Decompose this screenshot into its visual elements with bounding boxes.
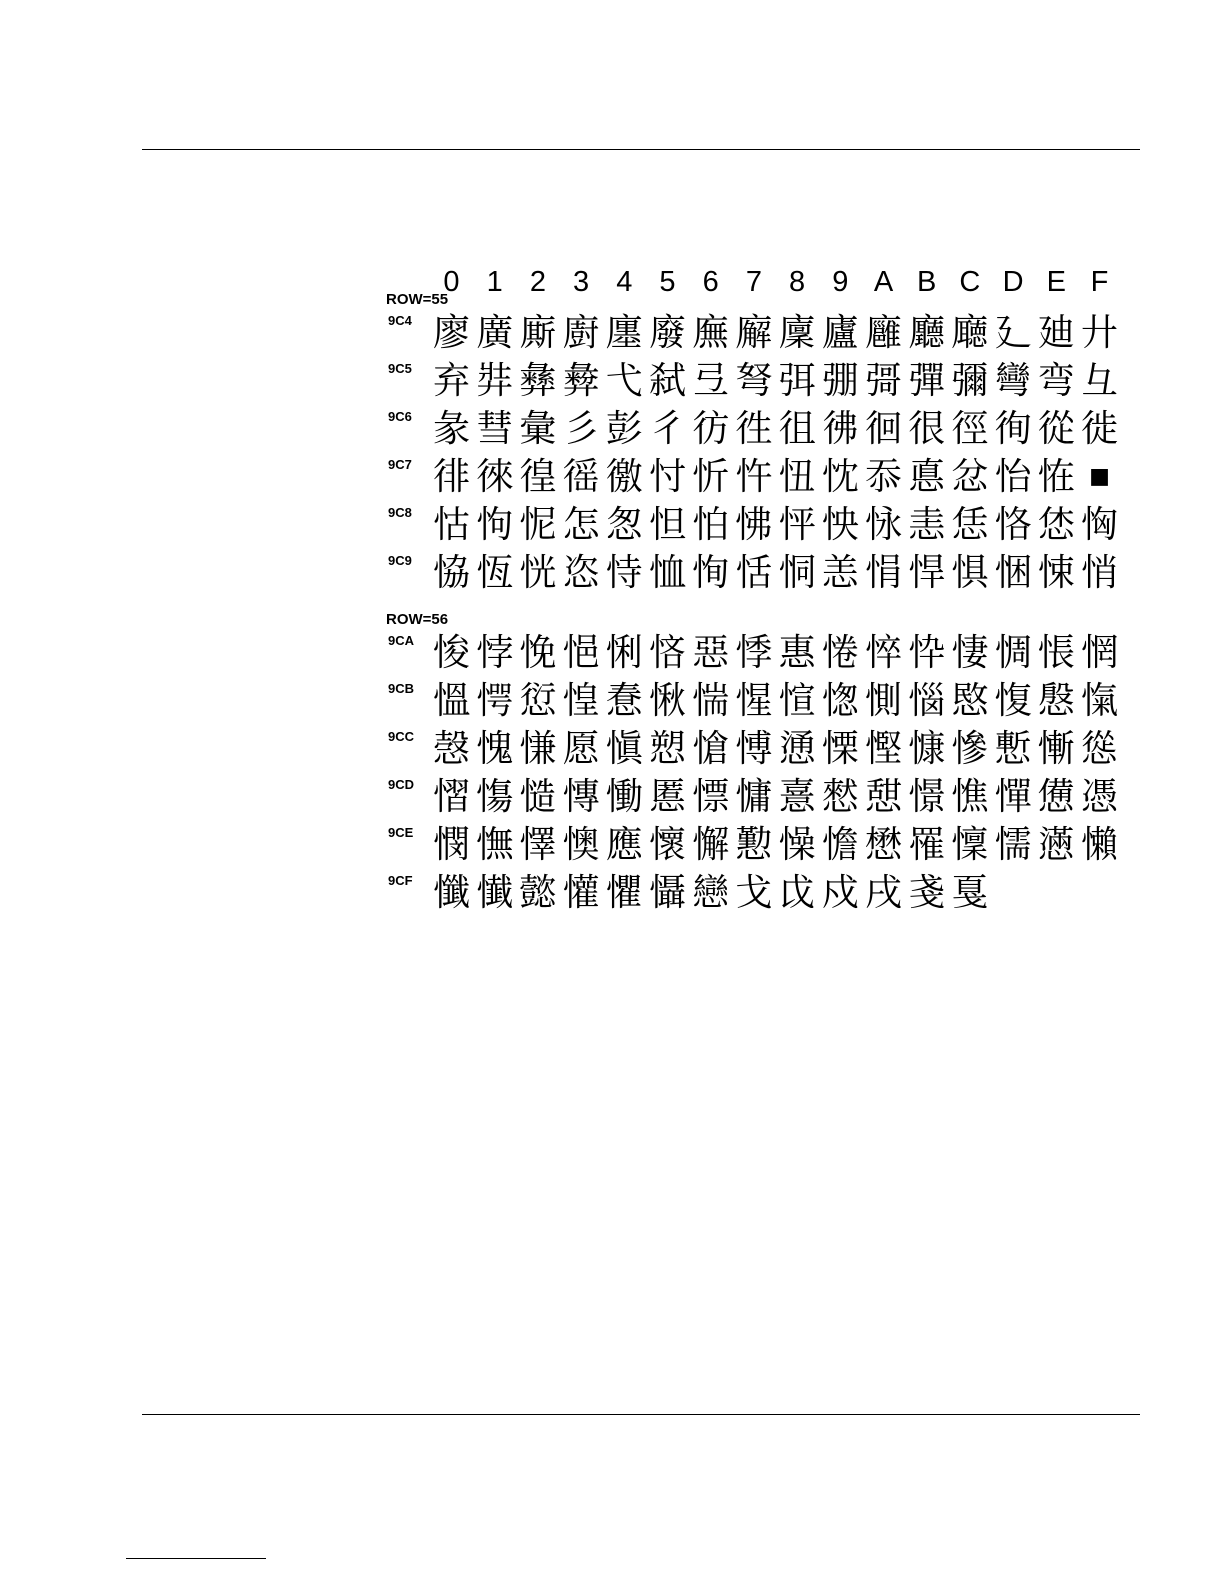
character-cell: 廩 xyxy=(778,311,816,354)
top-rule xyxy=(142,149,1140,150)
character-cell: 惴 xyxy=(692,679,730,722)
row-code: 9C7 xyxy=(388,457,412,472)
column-label-8: 8 xyxy=(789,266,806,298)
character-cell: 弯 xyxy=(1037,359,1075,402)
column-label-0: 0 xyxy=(443,266,460,298)
character-cell: 彎 xyxy=(994,359,1032,402)
column-label-6: 6 xyxy=(702,266,719,298)
character-cell: 戉 xyxy=(778,871,816,914)
character-cell: 彡 xyxy=(562,407,600,450)
table-row xyxy=(386,870,1146,918)
character-cell: 弃 xyxy=(433,359,470,402)
table-row xyxy=(386,454,1146,502)
character-cell: 慊 xyxy=(519,727,557,770)
table-row xyxy=(386,822,1146,870)
character-cell: 懦 xyxy=(994,823,1032,866)
character-cell: 弸 xyxy=(821,359,859,402)
row-code: 9C6 xyxy=(388,409,412,424)
character-cell: 彜 xyxy=(562,359,600,402)
character-cell: 恚 xyxy=(908,503,946,546)
character-cell: 弋 xyxy=(605,359,643,402)
table-row xyxy=(386,406,1146,454)
character-cell: 罹 xyxy=(908,823,946,866)
character-cell: 憫 xyxy=(433,823,470,866)
character-cell: 恁 xyxy=(951,503,989,546)
character-cell: 忰 xyxy=(908,631,946,674)
character-cell: 彙 xyxy=(519,407,557,450)
table-row xyxy=(386,358,1146,406)
character-cell: 惱 xyxy=(908,679,946,722)
character-cell: 懊 xyxy=(562,823,600,866)
row-code: 9CD xyxy=(388,777,415,792)
character-cell: 懍 xyxy=(951,823,989,866)
character-cell: 憙 xyxy=(778,775,816,818)
character-cell: 怺 xyxy=(865,503,902,546)
character-cell: 廢 xyxy=(649,311,686,354)
character-cell: 廴 xyxy=(994,311,1032,354)
column-label-b: B xyxy=(917,266,937,298)
character-cell: 悸 xyxy=(735,631,773,674)
character-cell: 愎 xyxy=(994,679,1032,722)
character-cell: 恃 xyxy=(605,551,643,594)
character-cell: 慘 xyxy=(951,727,989,770)
character-cell: 徇 xyxy=(994,407,1032,450)
row-code: 9C5 xyxy=(388,361,412,376)
character-cell: 憊 xyxy=(1037,775,1075,818)
character-cell: 忻 xyxy=(692,455,730,498)
character-cell: 懈 xyxy=(692,823,730,866)
character-cell: 惡 xyxy=(692,631,730,674)
character-cell: 懼 xyxy=(605,871,643,914)
character-cell: 恠 xyxy=(1037,455,1075,498)
character-cell: 惓 xyxy=(821,631,859,674)
character-cell: 廳 xyxy=(908,311,946,354)
character-cell: 愡 xyxy=(821,679,859,722)
character-cell: 廨 xyxy=(735,311,773,354)
character-cell: 惆 xyxy=(994,631,1032,674)
row-blocks xyxy=(386,292,1146,918)
character-cell: 慇 xyxy=(1037,679,1075,722)
row-code: 9C9 xyxy=(388,553,412,568)
character-cell: 忖 xyxy=(649,455,686,498)
column-label-d: D xyxy=(1002,266,1024,298)
character-cell: 徑 xyxy=(951,407,989,450)
table-row xyxy=(386,774,1146,822)
row-code: 9C8 xyxy=(388,505,412,520)
character-cell: 憮 xyxy=(476,823,514,866)
character-cell: 憖 xyxy=(821,775,859,818)
character-cell: 慯 xyxy=(476,775,514,818)
character-cell: 惻 xyxy=(865,679,902,722)
character-cell: 慵 xyxy=(735,775,773,818)
character-cell: 愼 xyxy=(605,727,643,770)
row-code: 9CB xyxy=(388,681,415,696)
row-code: 9C4 xyxy=(388,313,412,328)
column-label-5: 5 xyxy=(659,266,676,298)
character-cell: 懆 xyxy=(778,823,816,866)
character-cell: 廬 xyxy=(821,311,859,354)
character-cell: 慫 xyxy=(1081,727,1118,770)
block-label: ROW=55 xyxy=(386,291,449,308)
character-cell: 從 xyxy=(1037,407,1075,450)
character-cell: 弖 xyxy=(692,359,730,402)
character-cell: 愍 xyxy=(951,679,989,722)
character-cell: 戛 xyxy=(951,871,989,914)
character-cell: 徃 xyxy=(735,407,773,450)
character-cell: 弭 xyxy=(778,359,816,402)
column-label-9: 9 xyxy=(832,266,849,298)
character-cell: 慙 xyxy=(994,727,1032,770)
character-cell: 廝 xyxy=(519,311,557,354)
character-cell: 憺 xyxy=(821,823,859,866)
character-cell: 廣 xyxy=(476,311,514,354)
character-cell: 廛 xyxy=(605,311,643,354)
character-cell: 彿 xyxy=(821,407,859,450)
character-cell: 愕 xyxy=(476,679,514,722)
character-cell: 懷 xyxy=(649,823,686,866)
character-cell: 恬 xyxy=(735,551,773,594)
character-cell: ■ xyxy=(1089,464,1110,489)
character-cell: 怩 xyxy=(519,503,557,546)
character-cell: 懃 xyxy=(735,823,773,866)
character-cell: 慷 xyxy=(908,727,946,770)
character-cell: 恤 xyxy=(649,551,686,594)
character-cell: 憬 xyxy=(908,775,946,818)
character-cell: 悴 xyxy=(865,631,902,674)
character-cell: 戔 xyxy=(908,871,946,914)
character-cell: 憇 xyxy=(865,775,902,818)
block-label: ROW=56 xyxy=(386,611,449,628)
character-cell: 徼 xyxy=(605,455,643,498)
character-cell: 忸 xyxy=(778,455,816,498)
character-cell: 慓 xyxy=(692,775,730,818)
character-cell: 慝 xyxy=(649,775,686,818)
character-cell: 恪 xyxy=(994,503,1032,546)
character-cell: 戍 xyxy=(821,871,859,914)
character-cell: 弩 xyxy=(735,359,773,402)
character-cell: 徘 xyxy=(433,455,470,498)
character-cell: 徠 xyxy=(476,455,514,498)
table-row xyxy=(386,678,1146,726)
character-cell: 愧 xyxy=(476,727,514,770)
character-cell: 惧 xyxy=(951,551,989,594)
character-cell: 愬 xyxy=(649,727,686,770)
character-cell: 怱 xyxy=(605,503,643,546)
character-cell: 慄 xyxy=(821,727,859,770)
table-row xyxy=(386,502,1146,550)
table-row xyxy=(386,726,1146,774)
character-cell: 徭 xyxy=(562,455,600,498)
character-cell: 懶 xyxy=(1081,823,1118,866)
character-cell: 悗 xyxy=(519,631,557,674)
character-cell: 戀 xyxy=(692,871,730,914)
character-cell: 愨 xyxy=(433,727,470,770)
character-cell: 惷 xyxy=(605,679,643,722)
character-cell: 懴 xyxy=(476,871,514,914)
character-cell: 悚 xyxy=(1037,551,1075,594)
character-cell: 恆 xyxy=(476,551,514,594)
character-cell: 彝 xyxy=(519,359,557,402)
row-code: 9CA xyxy=(388,633,415,648)
character-cell: 懣 xyxy=(1037,823,1075,866)
character-cell: 彖 xyxy=(433,407,470,450)
character-cell: 廾 xyxy=(1081,311,1118,354)
character-cell: 慂 xyxy=(778,727,816,770)
character-cell: 恙 xyxy=(821,551,859,594)
column-label-a: A xyxy=(873,266,894,298)
row-code: 9CC xyxy=(388,729,415,744)
character-cell: 徙 xyxy=(1081,407,1118,450)
character-cell: 懽 xyxy=(562,871,600,914)
character-cell: 憚 xyxy=(994,775,1032,818)
table-row xyxy=(386,630,1146,678)
character-cell: 悃 xyxy=(994,551,1032,594)
character-cell: 愀 xyxy=(649,679,686,722)
character-cell: 悧 xyxy=(605,631,643,674)
character-cell: 廱 xyxy=(865,311,902,354)
character-cell: 彁 xyxy=(865,359,902,402)
column-label-4: 4 xyxy=(616,266,633,298)
column-label-f: F xyxy=(1090,266,1109,298)
character-cell: 廚 xyxy=(562,311,600,354)
character-cell: 惘 xyxy=(1081,631,1118,674)
character-cell: 懋 xyxy=(865,823,902,866)
character-cell: 悛 xyxy=(433,631,470,674)
column-label-e: E xyxy=(1046,266,1066,298)
character-cell: 悋 xyxy=(649,631,686,674)
character-cell: 愴 xyxy=(692,727,730,770)
character-cell: 徊 xyxy=(865,407,902,450)
character-cell: 悵 xyxy=(1037,631,1075,674)
character-cell: 怏 xyxy=(821,503,859,546)
column-header-row xyxy=(386,262,1146,300)
character-cell: 廸 xyxy=(1037,311,1075,354)
character-cell: 懺 xyxy=(433,871,470,914)
character-cell: 愽 xyxy=(735,727,773,770)
character-cell: 惶 xyxy=(562,679,600,722)
table-row xyxy=(386,310,1146,358)
bottom-rule xyxy=(142,1414,1140,1415)
character-cell: 戌 xyxy=(865,871,902,914)
character-cell: 戈 xyxy=(735,871,773,914)
character-cell: 怎 xyxy=(562,503,600,546)
character-cell: 慳 xyxy=(865,727,902,770)
character-cell: 惠 xyxy=(778,631,816,674)
character-cell: 愆 xyxy=(519,679,557,722)
character-cell: 很 xyxy=(908,407,946,450)
character-cell: 彗 xyxy=(476,407,514,450)
character-cell: 徂 xyxy=(778,407,816,450)
character-cell: 悁 xyxy=(865,551,902,594)
table-row xyxy=(386,550,1146,598)
character-cell: 悽 xyxy=(951,631,989,674)
character-cell: 怙 xyxy=(433,503,470,546)
character-cell: 恊 xyxy=(433,551,470,594)
character-cell: 懾 xyxy=(649,871,686,914)
character-cell: 彌 xyxy=(951,359,989,402)
character-cell: 愃 xyxy=(778,679,816,722)
character-code-table xyxy=(386,262,1146,918)
character-cell: 慚 xyxy=(1037,727,1075,770)
row-code: 9CE xyxy=(388,825,414,840)
character-cell: 怦 xyxy=(778,503,816,546)
character-cell: 彭 xyxy=(605,407,643,450)
character-cell: 彷 xyxy=(692,407,730,450)
character-cell: 恣 xyxy=(562,551,600,594)
character-cell: 悍 xyxy=(908,551,946,594)
character-cell: 恍 xyxy=(519,551,557,594)
character-cell: 怕 xyxy=(692,503,730,546)
character-cell: 怫 xyxy=(735,503,773,546)
character-cell: 憔 xyxy=(951,775,989,818)
character-cell: 慴 xyxy=(433,775,470,818)
character-cell: 愾 xyxy=(1081,679,1118,722)
character-cell: 慱 xyxy=(562,775,600,818)
character-cell: 愿 xyxy=(562,727,600,770)
character-cell: 彑 xyxy=(1081,359,1118,402)
column-label-c: C xyxy=(959,266,981,298)
character-cell: 弑 xyxy=(649,359,686,402)
character-cell: 恟 xyxy=(1081,503,1118,546)
character-cell: 忱 xyxy=(821,455,859,498)
column-label-3: 3 xyxy=(573,266,590,298)
row-code: 9CF xyxy=(388,873,413,888)
character-cell: 應 xyxy=(605,823,643,866)
character-cell: 徨 xyxy=(519,455,557,498)
footnote-rule xyxy=(126,1558,266,1559)
character-cell: 懿 xyxy=(519,871,557,914)
character-cell: 弉 xyxy=(476,359,514,402)
character-cell: 慍 xyxy=(433,679,470,722)
character-cell: 怛 xyxy=(649,503,686,546)
character-cell: 悒 xyxy=(562,631,600,674)
character-cell: 恷 xyxy=(1037,503,1075,546)
character-cell: 廖 xyxy=(433,311,470,354)
column-label-7: 7 xyxy=(745,266,762,298)
character-cell: 憑 xyxy=(1081,775,1118,818)
column-label-2: 2 xyxy=(529,266,546,298)
character-cell: 恂 xyxy=(692,551,730,594)
character-cell: 悄 xyxy=(1081,551,1118,594)
character-cell: 彳 xyxy=(649,407,686,450)
character-cell: 悖 xyxy=(476,631,514,674)
character-cell: 廰 xyxy=(951,311,989,354)
character-cell: 怐 xyxy=(476,503,514,546)
character-cell: 懌 xyxy=(519,823,557,866)
character-cell: 慟 xyxy=(605,775,643,818)
character-cell: 忝 xyxy=(865,455,902,498)
column-label-1: 1 xyxy=(486,266,503,298)
character-cell: 慥 xyxy=(519,775,557,818)
character-cell: 悳 xyxy=(908,455,946,498)
character-cell: 廡 xyxy=(692,311,730,354)
character-cell: 恫 xyxy=(778,551,816,594)
character-cell: 怡 xyxy=(994,455,1032,498)
character-cell: 忤 xyxy=(735,455,773,498)
character-cell: 彈 xyxy=(908,359,946,402)
character-cell: 惺 xyxy=(735,679,773,722)
character-cell: 忿 xyxy=(951,455,989,498)
